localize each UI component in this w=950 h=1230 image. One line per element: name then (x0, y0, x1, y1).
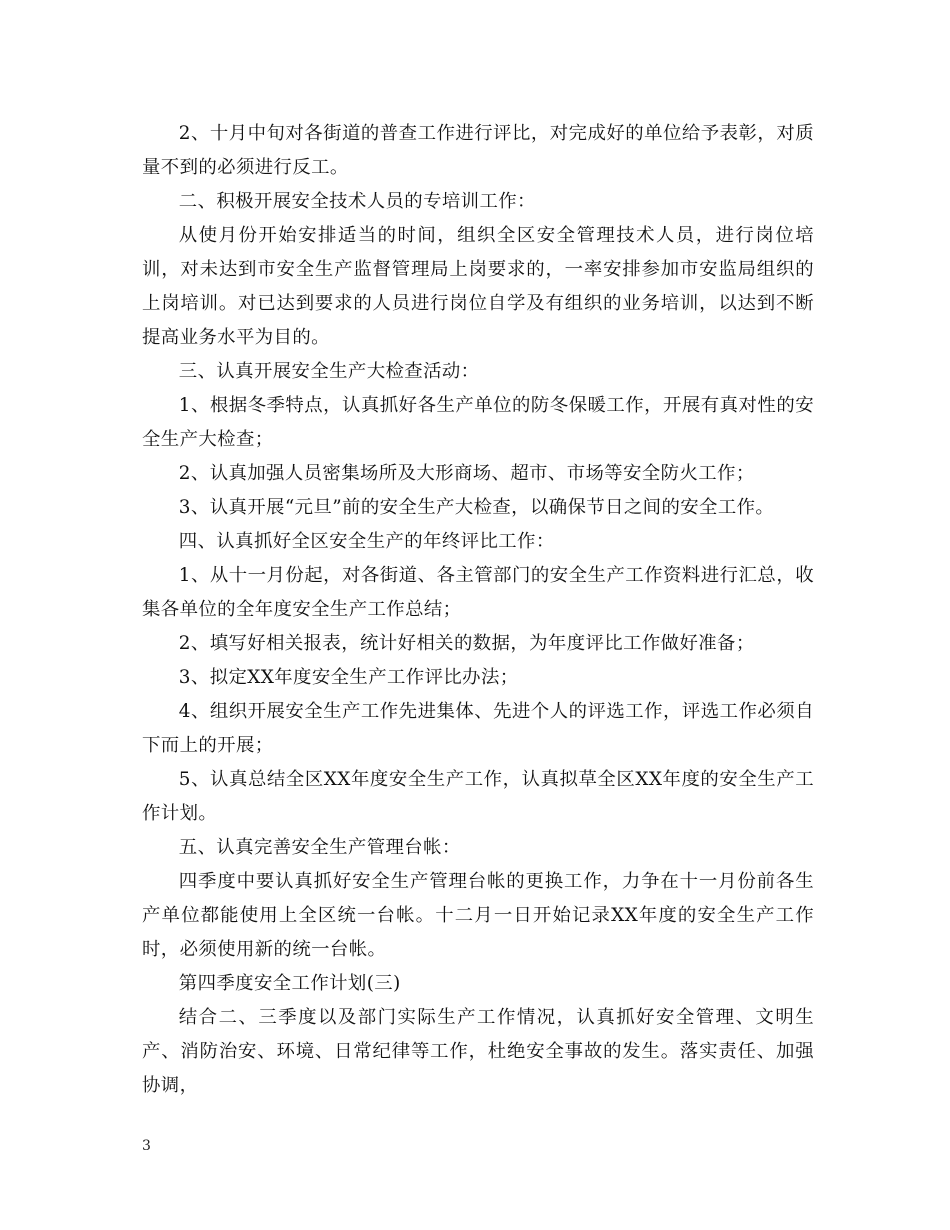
paragraph-ledger-replacement: 四季度中要认真抓好安全生产管理台帐的更换工作，力争在十一月份前各生产单位都能使用上全区统一台帐。十二月一日开始记录XX年度的安全生产工作时，必须使用新的统一台帐。 (142, 871, 814, 960)
page-number: 3 (142, 1138, 151, 1154)
heading-safety-inspection: 三、认真开展安全生产大检查活动： (178, 361, 480, 382)
paragraph-fire-safety: 2、认真加强人员密集场所及大形商场、超市、市场等安全防火工作； (178, 463, 755, 484)
paragraph-training-details: 从使月份开始安排适当的时间，组织全区安全管理技术人员，进行岗位培训，对未达到市安全生产监督管理局上岗要求的，一率安排参加市安监局组织的上岗培训。对已达到要求的人员进行岗位自学及有组织的业务培训，以达到不断提高业务水平为目的。 (142, 225, 814, 348)
paragraph-winter-inspection: 1、根据冬季特点，认真抓好各生产单位的防冬保暖工作，开展有真对性的安全生产大检查； (142, 395, 814, 450)
section-title-q4-plan: 第四季度安全工作计划(三) (178, 973, 401, 994)
paragraph-evaluation-method: 3、拟定XX年度安全生产工作评比办法； (178, 667, 519, 688)
paragraph-selection-work: 4、组织开展安全生产工作先进集体、先进个人的评选工作，评选工作必须自下而上的开展； (142, 701, 814, 756)
heading-year-end-review: 四、认真抓好全区安全生产的年终评比工作： (178, 531, 555, 552)
paragraph-q4-intro: 结合二、三季度以及部门实际生产工作情况，认真抓好安全管理、文明生产、消防治安、环境、日常纪律等工作，杜绝安全事故的发生。落实责任、加强协调， (142, 1007, 814, 1096)
document-body (142, 117, 814, 1103)
paragraph-fill-reports: 2、填写好相关报表，统计好相关的数据，为年度评比工作做好准备； (178, 633, 755, 654)
paragraph-new-year-inspection: 3、认真开展“元旦”前的安全生产大检查，以确保节日之间的安全工作。 (178, 497, 775, 518)
paragraph-summary-plan: 5、认真总结全区XX年度安全生产工作，认真拟草全区XX年度的安全生产工作计划。 (142, 769, 814, 824)
heading-management-ledger: 五、认真完善安全生产管理台帐： (178, 837, 461, 858)
heading-technical-training: 二、积极开展安全技术人员的专培训工作： (178, 191, 536, 212)
paragraph-review-streets: 2、十月中旬对各街道的普查工作进行评比，对完成好的单位给予表彰，对质量不到的必须进行反工。 (142, 123, 814, 178)
paragraph-collect-materials: 1、从十一月份起，对各街道、各主管部门的安全生产工作资料进行汇总，收集各单位的全年度安全生产工作总结； (142, 565, 814, 620)
